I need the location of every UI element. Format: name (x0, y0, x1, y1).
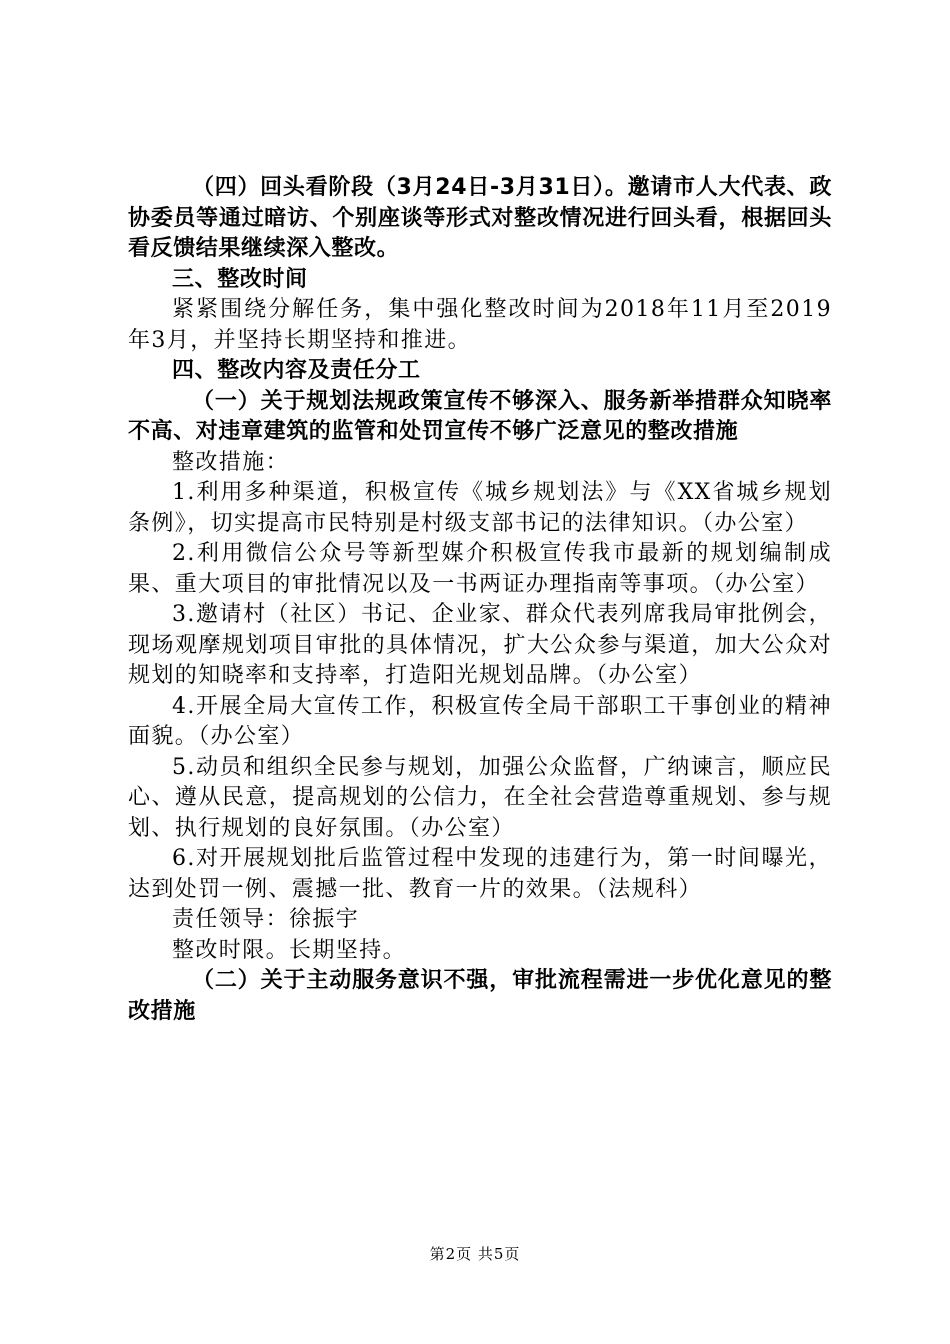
paragraph-rectification-time: 紧紧围绕分解任务，集中强化整改时间为2018年11月至2019年3月，并坚持长期坚持和推进。 (128, 297, 832, 353)
time-limit: 整改时限。长期坚持。 (172, 937, 407, 963)
measure-item-2: 2.利用微信公众号等新型媒介积极宣传我市最新的规划编制成果、重大项目的审批情况以及一书两证办理指南等事项。（办公室） (128, 541, 832, 597)
subheading-section-one: （一）关于规划法规政策宣传不够深入、服务新举措群众知晓率不高、对违章建筑的监管和处罚宣传不够广泛意见的整改措施 (128, 388, 832, 444)
measure-item-6: 6.对开展规划批后监管过程中发现的违建行为，第一时间曝光，达到处罚一例、震撼一批、教育一片的效果。（法规科） (128, 846, 832, 902)
paragraph-review-stage: （四）回头看阶段（3月24日-3月31日）。邀请市人大代表、政协委员等通过暗访、个别座谈等形式对整改情况进行回头看，根据回头看反馈结果继续深入整改。 (128, 175, 832, 261)
measure-item-1: 1.利用多种渠道，积极宣传《城乡规划法》与《XX省城乡规划条例》，切实提高市民特别是村级支部书记的法律知识。（办公室） (128, 480, 832, 536)
label-measures: 整改措施： (172, 449, 290, 475)
heading-content-responsibility: 四、整改内容及责任分工 (172, 358, 421, 383)
measure-item-3: 3.邀请村（社区）书记、企业家、群众代表列席我局审批例会，现场观摩规划项目审批的具体情况，扩大公众参与渠道，加大公众对规划的知晓率和支持率，打造阳光规划品牌。（办公室） (128, 602, 832, 688)
measure-item-5: 5.动员和组织全民参与规划，加强公众监督，广纳谏言，顺应民心、遵从民意，提高规划的公信力，在全社会营造尊重规划、参与规划、执行规划的良好氛围。（办公室） (128, 754, 832, 841)
responsible-leader: 责任领导：徐振宇 (172, 907, 360, 932)
subheading-section-two: （二）关于主动服务意识不强，审批流程需进一步优化意见的整改措施 (128, 968, 832, 1024)
measure-item-4: 4.开展全局大宣传工作，积极宣传全局干部职工干事创业的精神面貌。（办公室） (128, 693, 832, 749)
page-number: 第2页 共5页 (429, 1245, 521, 1263)
heading-rectification-time: 三、整改时间 (172, 266, 308, 292)
document-body (128, 173, 832, 1027)
